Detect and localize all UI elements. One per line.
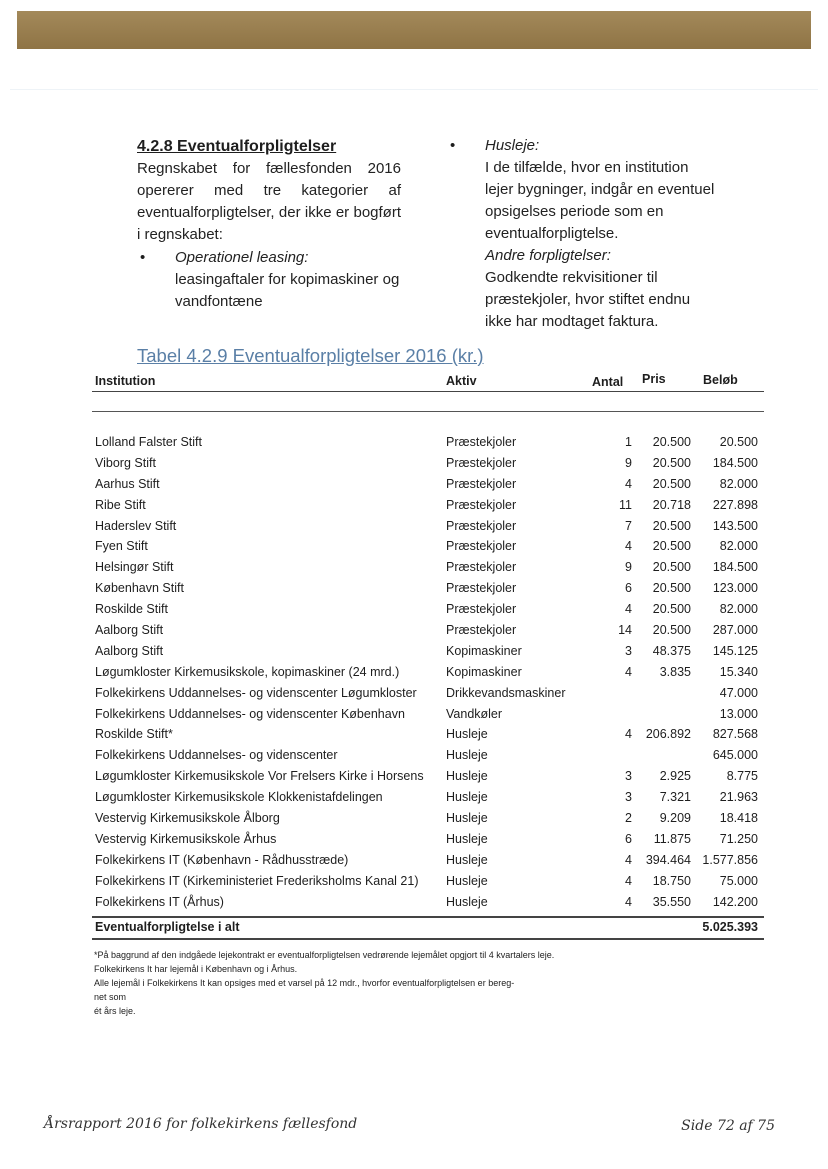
cell-institution: Vestervig Kirkemusikskole Århus — [95, 831, 277, 846]
table-row — [92, 871, 764, 892]
note-line: *På baggrund af den indgåede lejekontrakt er eventualforpligtelsen vedrørende lejemålet opgjort til 4 kvartalers leje. — [94, 950, 555, 960]
cell-aktiv: Præstekjoler — [446, 581, 517, 596]
cell-pris: 20.500 — [652, 435, 691, 449]
header-band — [17, 11, 811, 49]
cell-pris: 20.500 — [652, 623, 691, 638]
table-row — [92, 766, 764, 787]
cell-antal: 3 — [625, 769, 632, 784]
cell-aktiv: Præstekjoler — [446, 435, 517, 449]
note-line: ét års leje. — [94, 1006, 136, 1016]
cell-antal: 6 — [625, 581, 632, 596]
cell-aktiv: Præstekjoler — [446, 602, 517, 617]
cell-pris: 20.718 — [652, 497, 691, 512]
total-row — [92, 918, 764, 938]
bullet-body: leasingaftaler for kopimaskiner og vandfontæne — [175, 271, 400, 310]
cell-institution: Folkekirkens Uddannelses- og videnscenter — [95, 748, 338, 763]
table-notes — [94, 948, 634, 1018]
table-row — [92, 516, 764, 537]
table-row — [92, 850, 764, 871]
cell-belob: 645.000 — [712, 748, 758, 763]
header-antal: Antal — [592, 375, 624, 389]
cell-pris: 20.500 — [652, 581, 691, 596]
table-row — [92, 453, 764, 474]
cell-belob: 47.000 — [719, 685, 758, 700]
table-row — [92, 662, 764, 683]
note-line: Alle lejemål i Folkekirkens It kan opsiges med et varsel på 12 mdr., hvorfor eventualforpligtelsen er bereg- — [94, 978, 515, 988]
cell-pris: 394.464 — [645, 852, 691, 867]
cell-institution: Helsingør Stift — [95, 560, 174, 575]
table-row — [92, 808, 764, 829]
cell-belob: 287.000 — [712, 623, 758, 638]
cell-antal: 4 — [625, 894, 632, 909]
list-item — [447, 135, 717, 333]
header-institution: Institution — [95, 374, 156, 388]
table-row — [92, 787, 764, 808]
extra-title: Andre forpligtelser: — [485, 247, 611, 264]
total-label: Eventualforpligtelse i alt — [95, 920, 240, 934]
table-row — [92, 683, 764, 704]
cell-institution: Løgumkloster Kirkemusikskole, kopimaskiner (24 mrd.) — [95, 664, 400, 679]
cell-pris: 20.500 — [652, 455, 691, 470]
cell-aktiv: Kopimaskiner — [446, 664, 522, 679]
bullet-icon: • — [450, 137, 456, 154]
cell-pris: 206.892 — [645, 727, 691, 742]
cell-antal: 4 — [625, 539, 632, 554]
cell-institution: Folkekirkens IT (København - Rådhusstræde) — [95, 852, 349, 867]
cell-aktiv: Vandkøler — [446, 706, 503, 721]
cell-belob: 142.200 — [712, 894, 758, 909]
cell-belob: 82.000 — [719, 602, 758, 617]
cell-pris: 20.500 — [652, 560, 691, 575]
cell-antal: 9 — [625, 455, 632, 470]
table-title: Tabel 4.2.9 Eventualforpligtelser 2016 (kr.) — [137, 345, 484, 366]
cell-aktiv: Præstekjoler — [446, 560, 517, 575]
cell-institution: Haderslev Stift — [95, 518, 177, 533]
header-divider — [92, 411, 764, 412]
cell-institution: Løgumkloster Kirkemusikskole Vor Frelsers Kirke i Horsens — [95, 769, 424, 784]
cell-aktiv: Husleje — [446, 748, 488, 763]
cell-pris: 48.375 — [652, 643, 691, 658]
cell-institution: Folkekirkens IT (Århus) — [95, 894, 224, 909]
cell-antal: 4 — [625, 873, 632, 888]
cell-antal: 4 — [625, 727, 632, 742]
cell-institution: Roskilde Stift* — [95, 727, 173, 742]
cell-belob: 20.500 — [719, 435, 758, 449]
header-rule — [10, 89, 818, 90]
cell-pris: 20.500 — [652, 602, 691, 617]
extra-body: Godkendte rekvisitioner til præstekjoler, hvor stiftet endnu ikke har modtaget faktura. — [485, 269, 691, 330]
cell-antal: 6 — [625, 831, 632, 846]
cell-antal: 9 — [625, 560, 632, 575]
cell-institution: Aalborg Stift — [95, 643, 164, 658]
cell-aktiv: Husleje — [446, 790, 488, 805]
bullet-icon: • — [140, 249, 146, 266]
cell-aktiv: Præstekjoler — [446, 623, 517, 638]
header-pris: Pris — [642, 372, 666, 386]
header-underline — [92, 391, 764, 392]
cell-belob: 184.500 — [712, 455, 758, 470]
total-rule-bottom — [92, 938, 764, 940]
cell-belob: 827.568 — [712, 727, 758, 742]
cell-belob: 1.577.856 — [702, 852, 758, 867]
table-row — [92, 724, 764, 745]
cell-institution: Viborg Stift — [95, 455, 156, 470]
cell-pris: 20.500 — [652, 518, 691, 533]
cell-aktiv: Husleje — [446, 769, 488, 784]
cell-institution: København Stift — [95, 581, 184, 596]
cell-aktiv: Præstekjoler — [446, 497, 517, 512]
cell-pris: 35.550 — [652, 894, 691, 909]
bullet-title: Operationel leasing: — [175, 249, 309, 266]
cell-antal: 4 — [625, 852, 632, 867]
cell-belob: 75.000 — [719, 873, 758, 888]
cell-institution: Lolland Falster Stift — [95, 435, 202, 449]
cell-aktiv: Præstekjoler — [446, 539, 517, 554]
cell-pris: 7.321 — [659, 790, 691, 805]
cell-belob: 15.340 — [719, 664, 758, 679]
footer-report-title: Årsrapport 2016 for folkekirkens fællesfond — [44, 1116, 358, 1132]
cell-institution: Roskilde Stift — [95, 602, 168, 617]
cell-aktiv: Præstekjoler — [446, 518, 517, 533]
cell-aktiv: Præstekjoler — [446, 455, 517, 470]
cell-pris: 3.835 — [659, 664, 691, 679]
cell-pris: 20.500 — [652, 476, 691, 491]
cell-belob: 13.000 — [719, 706, 758, 721]
cell-belob: 8.775 — [726, 769, 758, 784]
cell-belob: 71.250 — [719, 831, 758, 846]
table-row — [92, 536, 764, 557]
note-line: Folkekirkens It har lejemål i København og i Århus. — [94, 964, 298, 974]
cell-antal: 3 — [625, 790, 632, 805]
cell-aktiv: Husleje — [446, 852, 488, 867]
cell-pris: 11.875 — [653, 831, 691, 846]
section-right-column — [447, 135, 717, 333]
cell-antal: 7 — [625, 518, 632, 533]
table-row — [92, 599, 764, 620]
header-belob: Beløb — [703, 373, 738, 387]
cell-aktiv: Husleje — [446, 727, 488, 742]
cell-antal: 2 — [625, 811, 632, 826]
cell-aktiv: Husleje — [446, 811, 488, 826]
cell-belob: 123.000 — [712, 581, 758, 596]
cell-institution: Aarhus Stift — [95, 476, 160, 491]
cell-institution: Folkekirkens Uddannelses- og videnscenter København — [95, 706, 405, 721]
cell-antal: 14 — [618, 623, 632, 638]
cell-aktiv: Husleje — [446, 894, 488, 909]
list-item — [137, 247, 401, 313]
cell-institution: Vestervig Kirkemusikskole Ålborg — [95, 811, 280, 826]
table-row — [92, 432, 764, 453]
cell-aktiv: Præstekjoler — [446, 476, 517, 491]
footer-page-number: Side 72 af 75 — [681, 1118, 775, 1134]
table-row — [92, 578, 764, 599]
cell-pris: 2.925 — [659, 769, 691, 784]
header-aktiv: Aktiv — [446, 374, 477, 388]
table-row — [92, 745, 764, 766]
cell-aktiv: Drikkevandsmaskiner — [446, 685, 566, 700]
cell-belob: 145.125 — [712, 643, 758, 658]
table-header — [92, 368, 764, 392]
cell-belob: 82.000 — [719, 476, 758, 491]
table-row — [92, 495, 764, 516]
cell-institution: Ribe Stift — [95, 497, 146, 512]
cell-belob: 143.500 — [712, 518, 758, 533]
table-row — [92, 557, 764, 578]
cell-belob: 21.963 — [719, 790, 758, 805]
bullet-body: I de tilfælde, hvor en institution lejer bygninger, indgår en eventuel opsigelses periode som en eventualforpligtelse. — [485, 159, 715, 242]
section-intro: Regnskabet for fællesfonden 2016 opererer med tre kategorier af eventualforpligtelser, der ikke er bogført i regnskabet: — [137, 160, 401, 243]
cell-antal: 3 — [625, 643, 632, 658]
table-row — [92, 829, 764, 850]
cell-belob: 18.418 — [719, 811, 758, 826]
cell-aktiv: Kopimaskiner — [446, 643, 522, 658]
cell-antal: 4 — [625, 664, 632, 679]
cell-institution: Aalborg Stift — [95, 623, 164, 638]
note-line: net som — [94, 992, 127, 1002]
table-row — [92, 641, 764, 662]
bullet-title: Husleje: — [485, 137, 540, 154]
table-row — [92, 620, 764, 641]
cell-belob: 184.500 — [712, 560, 758, 575]
cell-aktiv: Husleje — [446, 873, 488, 888]
total-value: 5.025.393 — [702, 920, 758, 934]
cell-pris: 18.750 — [652, 873, 691, 888]
table-row — [92, 892, 764, 913]
cell-institution: Folkekirkens Uddannelses- og videnscenter Løgumkloster — [95, 685, 417, 700]
table-row — [92, 474, 764, 495]
section-heading: 4.2.8 Eventualforpligtelser — [137, 138, 337, 155]
section-left-column — [137, 135, 401, 313]
cell-aktiv: Husleje — [446, 831, 488, 846]
cell-pris: 9.209 — [659, 811, 691, 826]
cell-belob: 82.000 — [719, 539, 758, 554]
table-body — [92, 432, 764, 912]
cell-antal: 1 — [625, 435, 632, 449]
cell-institution: Folkekirkens IT (Kirkeministeriet Frederiksholms Kanal 21) — [95, 873, 419, 888]
cell-antal: 4 — [625, 476, 632, 491]
cell-pris: 20.500 — [652, 539, 691, 554]
cell-antal: 11 — [619, 497, 632, 512]
cell-belob: 227.898 — [712, 497, 758, 512]
table-row — [92, 704, 764, 725]
cell-institution: Løgumkloster Kirkemusikskole Klokkenistafdelingen — [95, 790, 383, 805]
cell-antal: 4 — [625, 602, 632, 617]
cell-institution: Fyen Stift — [95, 539, 148, 554]
